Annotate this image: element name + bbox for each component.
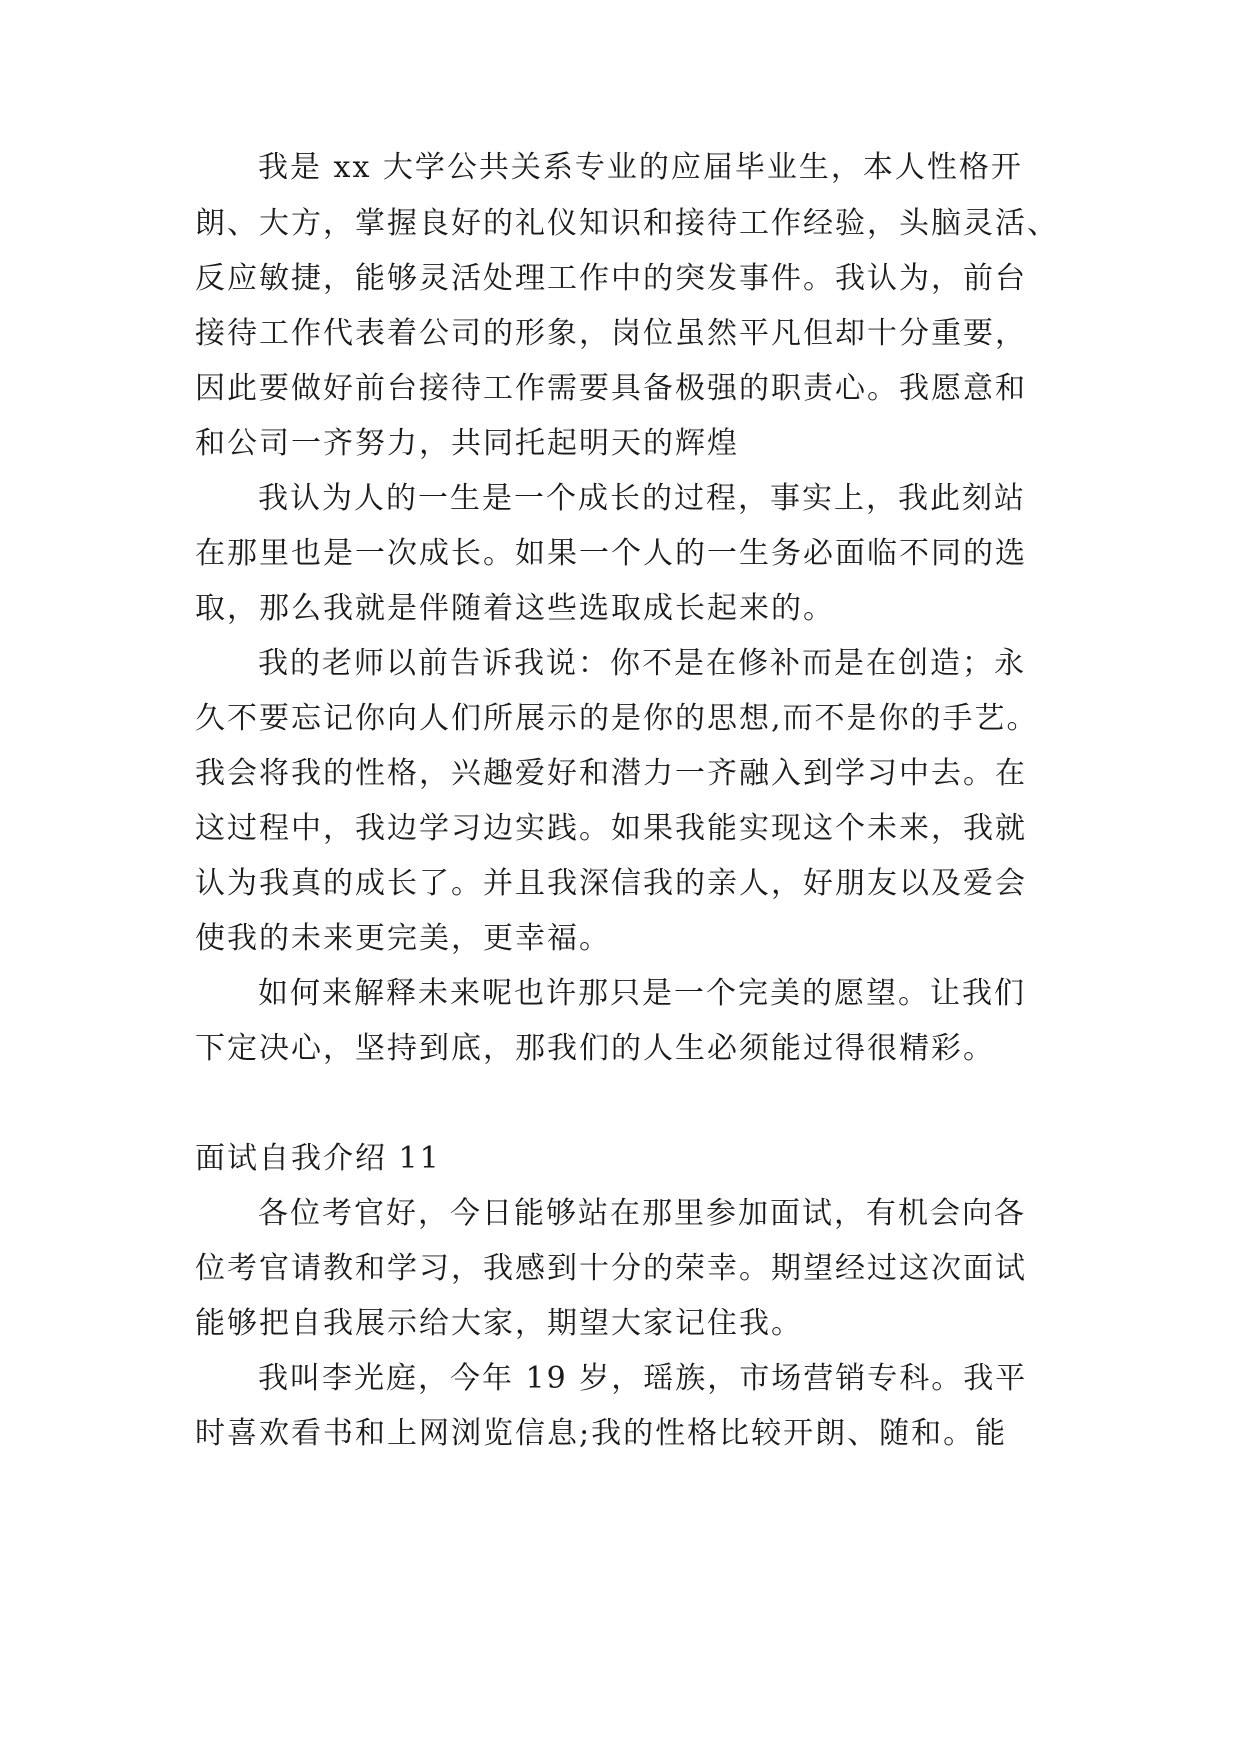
text-line: 和公司一齐努力，共同托起明天的辉煌	[195, 426, 739, 461]
text-line: 使我的未来更完美，更幸福。	[195, 921, 611, 956]
text-line: 因此要做好前台接待工作需要具备极强的职责心。我愿意和	[195, 371, 1027, 406]
text-line: 这过程中，我边学习边实践。如果我能实现这个未来，我就	[195, 811, 1027, 846]
text-line: 认为我真的成长了。并且我深信我的亲人，好朋友以及爱会	[195, 866, 1027, 901]
text-line: 我叫李光庭，今年 19 岁，瑶族，市场营销专科。我平	[258, 1361, 1028, 1396]
text-line: 取，那么我就是伴随着这些选取成长起来的。	[195, 591, 835, 626]
text-line: 各位考官好，今日能够站在那里参加面试，有机会向各	[258, 1196, 1026, 1231]
text-line: 位考官请教和学习，我感到十分的荣幸。期望经过这次面试	[195, 1251, 1027, 1286]
text-line: 在那里也是一次成长。如果一个人的一生务必面临不同的选	[195, 536, 1027, 571]
text-line: 朗、大方，掌握良好的礼仪知识和接待工作经验，头脑灵活、	[195, 206, 1059, 241]
text-line: 能够把自我展示给大家，期望大家记住我。	[195, 1306, 803, 1341]
text-line: 时喜欢看书和上网浏览信息;我的性格比较开朗、随和。能	[195, 1416, 1008, 1451]
section-title: 面试自我介绍 11	[195, 1141, 441, 1176]
text-line: 久不要忘记你向人们所展示的是你的思想,而不是你的手艺。	[195, 701, 1039, 736]
text-line: 下定决心，坚持到底，那我们的人生必须能过得很精彩。	[195, 1031, 995, 1066]
text-line: 接待工作代表着公司的形象，岗位虽然平凡但却十分重要，	[195, 316, 1027, 351]
text-line: 如何来解释未来呢也许那只是一个完美的愿望。让我们	[258, 976, 1026, 1011]
text-line: 我的老师以前告诉我说：你不是在修补而是在创造；永	[258, 646, 1026, 681]
text-line: 我认为人的一生是一个成长的过程，事实上，我此刻站	[258, 481, 1026, 516]
text-line: 我是 xx 大学公共关系专业的应届毕业生，本人性格开	[258, 150, 1023, 185]
text-line: 反应敏捷，能够灵活处理工作中的突发事件。我认为，前台	[195, 261, 1027, 296]
text-line: 我会将我的性格，兴趣爱好和潜力一齐融入到学习中去。在	[195, 756, 1027, 791]
